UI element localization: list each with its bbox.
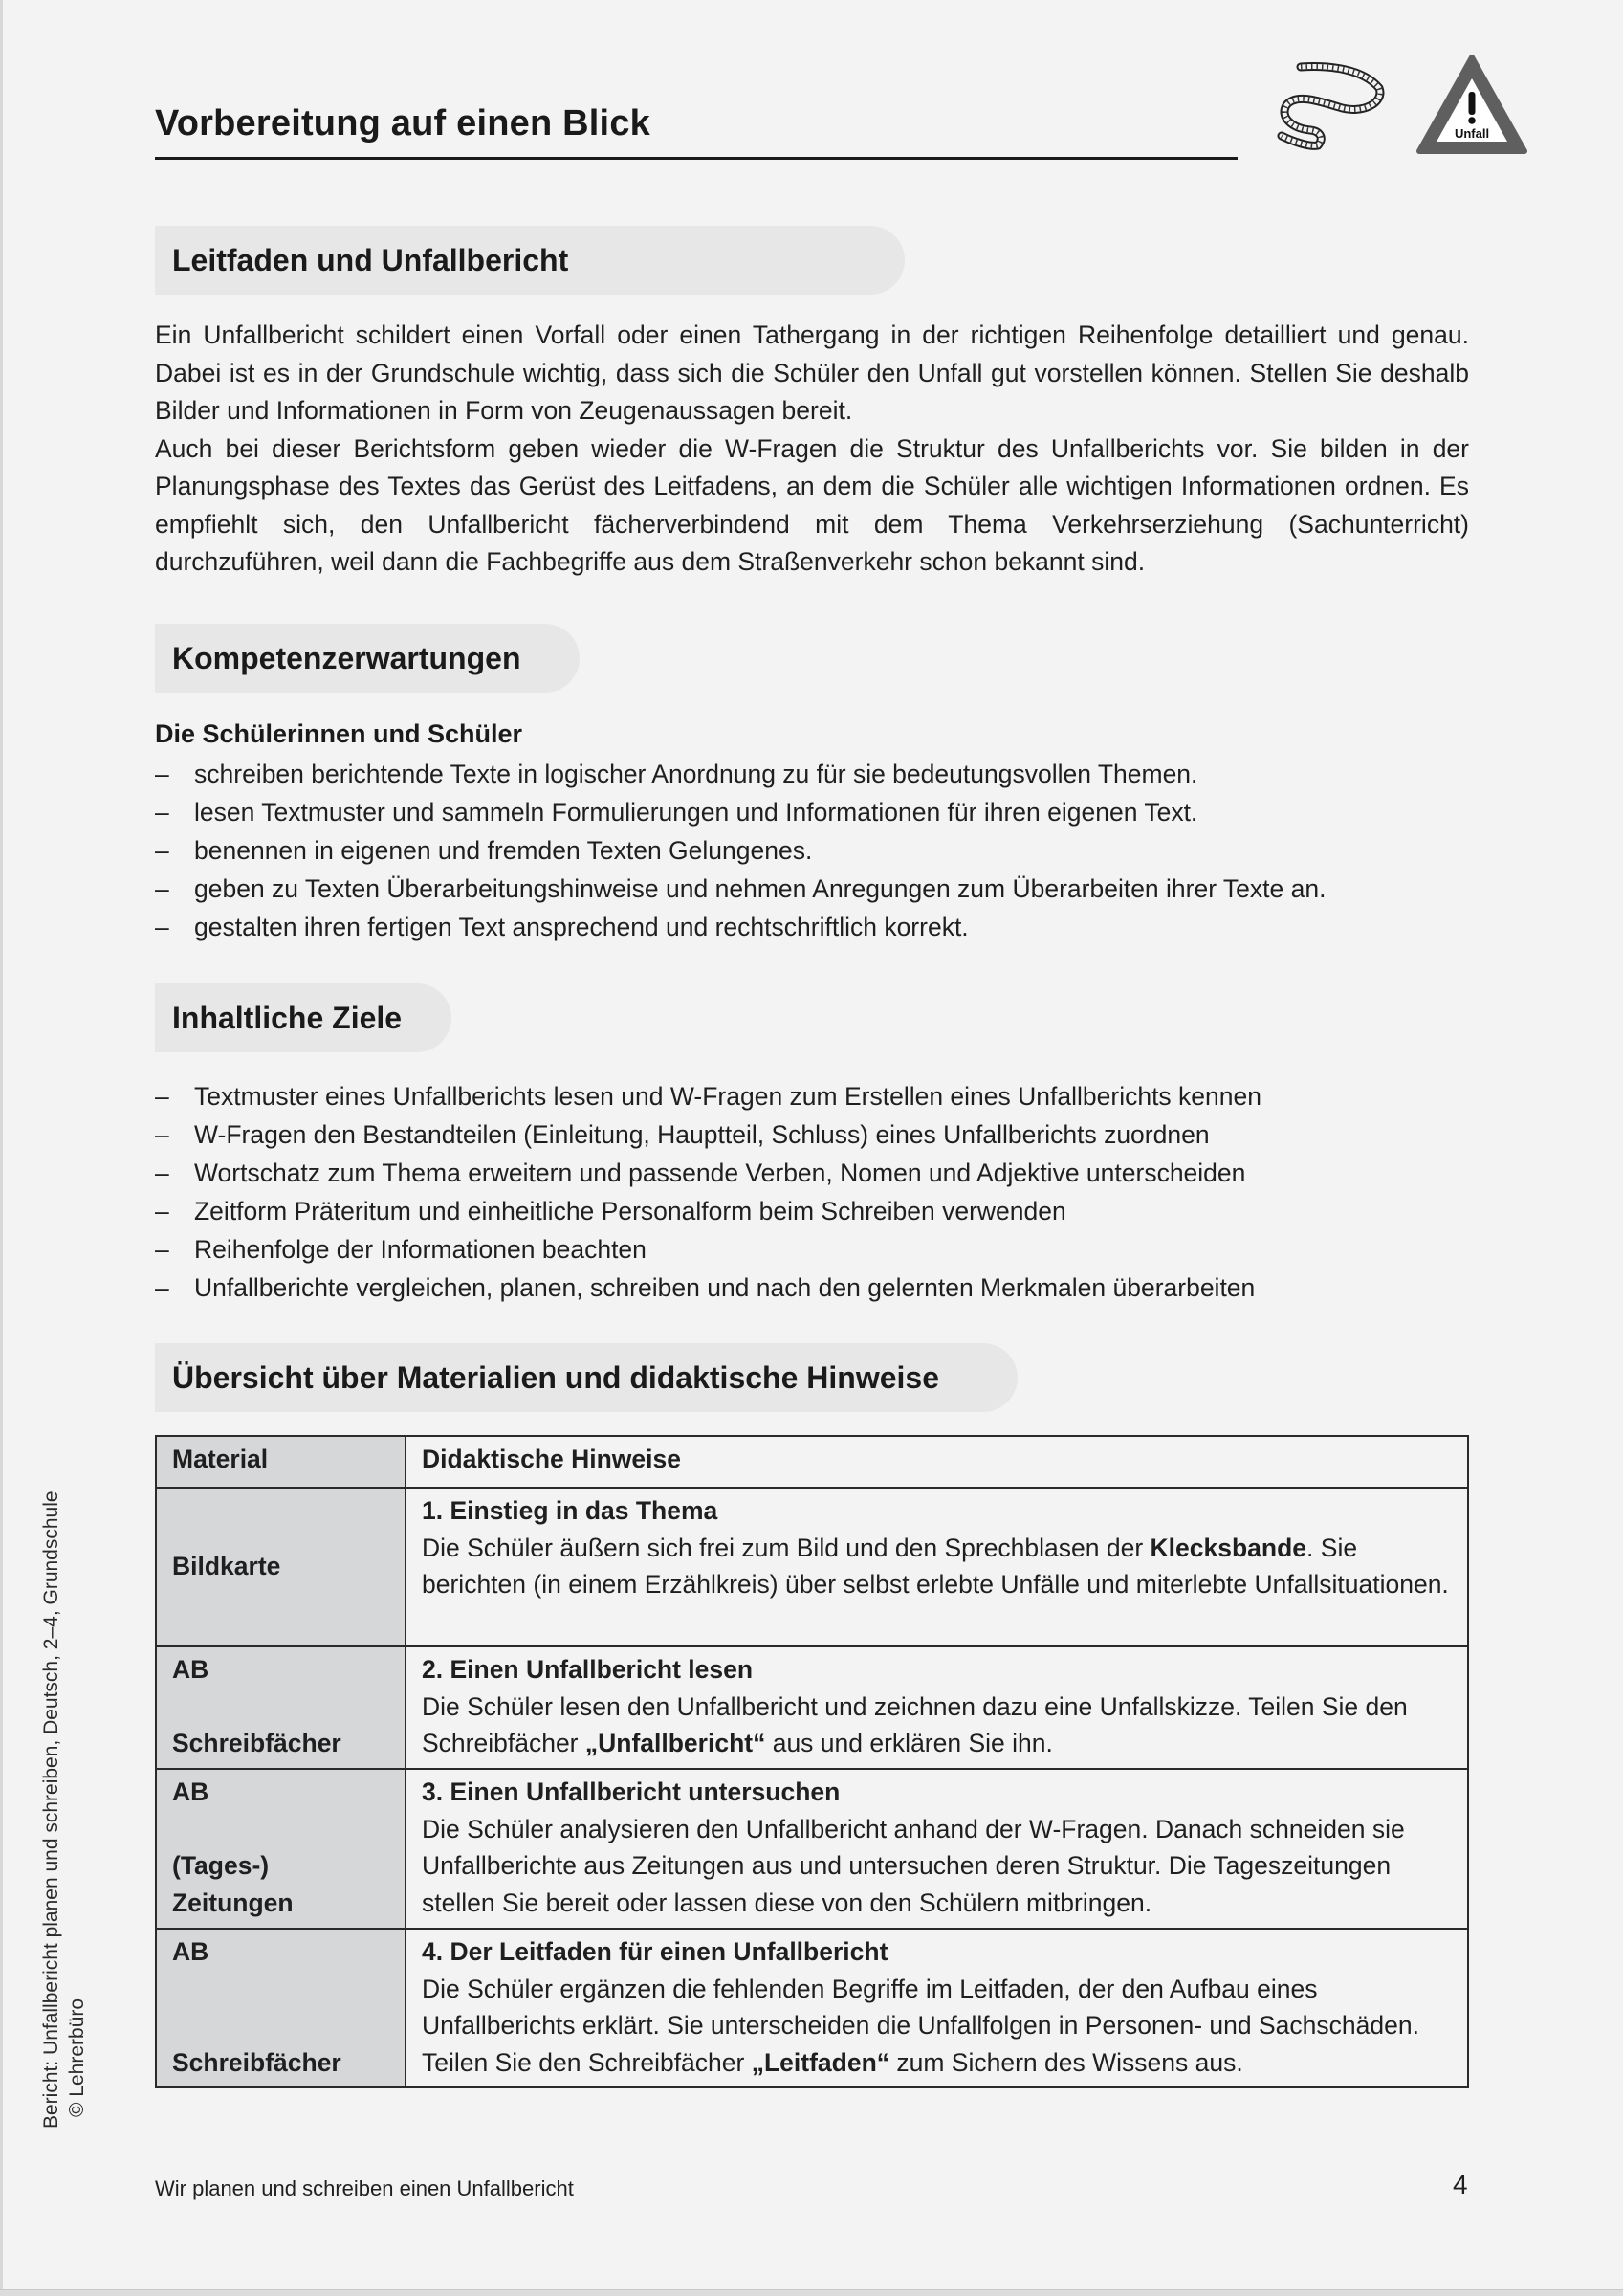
page-edge (0, 0, 3, 2296)
sidebar-line-2: © Lehrerbüro (66, 1998, 88, 2117)
hint-cell (406, 1646, 1468, 1769)
list-item: – Unfallberichte vergleichen, planen, schreiben und nach den gelernten Merkmalen überarbeiten (155, 1273, 1256, 1302)
rope-icon (1272, 59, 1387, 151)
table-row (156, 1646, 1468, 1769)
sidebar-line-1: Bericht: Unfallbericht planen und schreiben, Deutsch, 2–4, Grundschule (40, 1490, 62, 2129)
table-row (156, 1929, 1468, 2087)
section-heading-ziele: Inhaltliche Ziele (155, 983, 451, 1052)
table-row (156, 1488, 1468, 1646)
page-number: 4 (1453, 2170, 1468, 2199)
header-hints: Didaktische Hinweise (406, 1436, 1468, 1488)
list-item: – Reihenfolge der Informationen beachten (155, 1235, 647, 1264)
list-item: – geben zu Texten Überarbeitungshinweise und nehmen Anregungen zum Überarbeiten ihrer Texte an. (155, 874, 1327, 903)
kompetenz-list (155, 755, 1475, 946)
list-item: – gestalten ihren fertigen Text ansprechend und rechtschriftlich korrekt. (155, 913, 969, 941)
hint-title: 2. Einen Unfallbericht lesen (422, 1655, 754, 1684)
hint-text: Die Schüler analysieren den Unfallbericht anhand der W-Fragen. Danach schneiden sie Unfallberichte aus Zeitungen aus und untersuchen deren Struktur. Die Tageszeitungen stellen Sie bereit oder lassen diese von den Schülern mitbringen. (422, 1814, 1405, 1917)
hint-cell (406, 1929, 1468, 2087)
hint-text: Die Schüler lesen den Unfallbericht und zeichnen dazu eine Unfallskizze. Teilen Sie den Schreibfächer „Unfallbericht“ aus und erklären Sie ihn. (422, 1691, 1408, 1757)
list-item: – Wortschatz zum Thema erweitern und passende Verben, Nomen und Adjektive unterscheiden (155, 1159, 1246, 1187)
section-heading-kompetenz: Kompetenzerwartungen (155, 624, 580, 693)
header-material: Material (156, 1436, 406, 1488)
table-header-row (156, 1436, 1468, 1488)
material-cell: AB Schreibfächer (156, 1646, 406, 1769)
footer-title: Wir planen und schreiben einen Unfallbericht (155, 2176, 574, 2200)
material-cell: AB Schreibfächer (156, 1929, 406, 2087)
table-row (156, 1769, 1468, 1929)
list-item: – lesen Textmuster und sammeln Formulierungen und Informationen für ihren eigenen Text. (155, 798, 1198, 827)
material-cell: Bildkarte (156, 1488, 406, 1646)
hint-text: Die Schüler äußern sich frei zum Bild und den Sprechblasen der Klecksbande. Sie berichten (in einem Erzählkreis) über selbst erlebte Unfälle und miterlebte Unfallsituationen. (422, 1533, 1449, 1599)
leitfaden-paragraph-2: Auch bei dieser Berichtsform geben wieder die W-Fragen die Struktur des Unfallberichts vor. Sie bilden in der Planungsphase des Textes das Gerüst des Leitfadens, an dem die Schüler alle wichtigen Informationen ordnen. Es empfiehlt sich, den Unfallbericht fächerverbindend mit dem Thema Verkehrserziehung (Sachunterricht) durchzuführen, weil dann die Fachbegriffe aus dem Straßenverkehr schon bekannt sind. (155, 433, 1469, 576)
leitfaden-paragraph-1: Ein Unfallbericht schildert einen Vorfall oder einen Tathergang in der richtigen Reihenfolge detailliert und genau. Dabei ist es in der Grundschule wichtig, dass sich die Schüler den Unfall gut vorstellen können. Stellen Sie deshalb Bilder und Informationen in Form von Zeugenaussagen bereit. (155, 320, 1469, 425)
leitfaden-text (155, 317, 1469, 582)
hint-title: 1. Einstieg in das Thema (422, 1496, 718, 1525)
hint-title: 4. Der Leitfaden für einen Unfallbericht (422, 1937, 888, 1966)
title-underline (155, 157, 1238, 160)
hint-text: Die Schüler ergänzen die fehlenden Begriffe im Leitfaden, der den Aufbau eines Unfallberichts erklärt. Sie unterscheiden die Unfallfolgen in Personen- und Sachschäden. Teilen Sie den Schreibfächer „Leitfaden“ zum Sichern des Wissens aus. (422, 1974, 1419, 2077)
section-heading-leitfaden: Leitfaden und Unfallbericht (155, 226, 905, 295)
list-item: – W-Fragen den Bestandteilen (Einleitung, Hauptteil, Schluss) eines Unfallberichts zuordnen (155, 1120, 1210, 1149)
section-heading-uebersicht: Übersicht über Materialien und didaktische Hinweise (155, 1343, 1018, 1412)
hint-title: 3. Einen Unfallbericht untersuchen (422, 1777, 841, 1806)
list-item: – schreiben berichtende Texte in logischer Anordnung zu für sie bedeutungsvollen Themen. (155, 760, 1198, 788)
warning-triangle-icon (1415, 54, 1528, 157)
list-item: – Zeitform Präteritum und einheitliche Personalform beim Schreiben verwenden (155, 1197, 1066, 1225)
warning-label: Unfall (1454, 126, 1490, 141)
page-edge-bottom (0, 2289, 1623, 2296)
list-item: – Textmuster eines Unfallberichts lesen und W-Fragen zum Erstellen eines Unfallberichts kennen (155, 1082, 1261, 1111)
hint-cell (406, 1488, 1468, 1646)
list-item: – benennen in eigenen und fremden Texten Gelungenes. (155, 836, 813, 865)
page-title: Vorbereitung auf einen Blick (155, 103, 650, 144)
hint-cell (406, 1769, 1468, 1929)
materials-table (155, 1435, 1469, 2088)
kompetenz-intro: Die Schülerinnen und Schüler (155, 719, 523, 748)
sidebar-credit (38, 1490, 90, 2129)
ziele-list (155, 1077, 1475, 1307)
material-cell: AB (Tages-) Zeitungen (156, 1769, 406, 1929)
